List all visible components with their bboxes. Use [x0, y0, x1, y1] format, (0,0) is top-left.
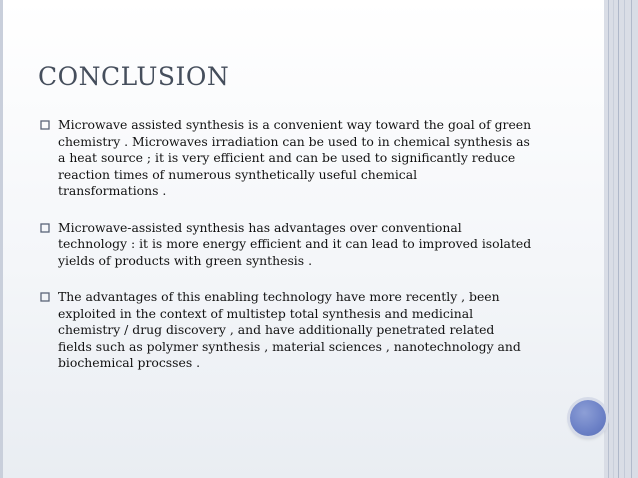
circle-decoration-icon: [570, 400, 606, 436]
frame-line: [608, 0, 609, 478]
bullet-item: [40, 289, 560, 372]
bullet-item: [40, 220, 560, 270]
frame-line: [618, 0, 619, 478]
hollow-square-bullet-icon: [40, 220, 58, 233]
frame-line: [624, 0, 625, 478]
bullet-text: The advantages of this enabling technology have more recently , been exploited in the context of multistep total synthesis and medicinal chemistry / drug discovery , and have additionally penetrated related fields such as polymer synthesis , material sciences , nanotechnology and biochemical procsses .: [58, 289, 521, 370]
frame-line: [631, 0, 632, 478]
slide-left-edge: [0, 0, 3, 478]
slide-right-frame: [604, 0, 638, 478]
frame-line: [613, 0, 614, 478]
slide-title: CONCLUSION: [38, 62, 230, 91]
bullet-text: Microwave-assisted synthesis has advantages over conventional technology : it is more energy efficient and it can lead to improved isolated yields of products with green synthesis .: [58, 219, 532, 268]
bullet-text: Microwave assisted synthesis is a convenient way toward the goal of green chemistry . Microwaves irradiation can be used to in chemical synthesis as a heat source ; it is very efficient and can be used to significantly reduce reaction times of numerous synthetically useful chemical transformations .: [58, 117, 532, 198]
bullet-item: [40, 117, 560, 200]
hollow-square-bullet-icon: [40, 289, 58, 302]
hollow-square-bullet-icon: [40, 117, 58, 130]
bullet-list: [40, 117, 560, 392]
